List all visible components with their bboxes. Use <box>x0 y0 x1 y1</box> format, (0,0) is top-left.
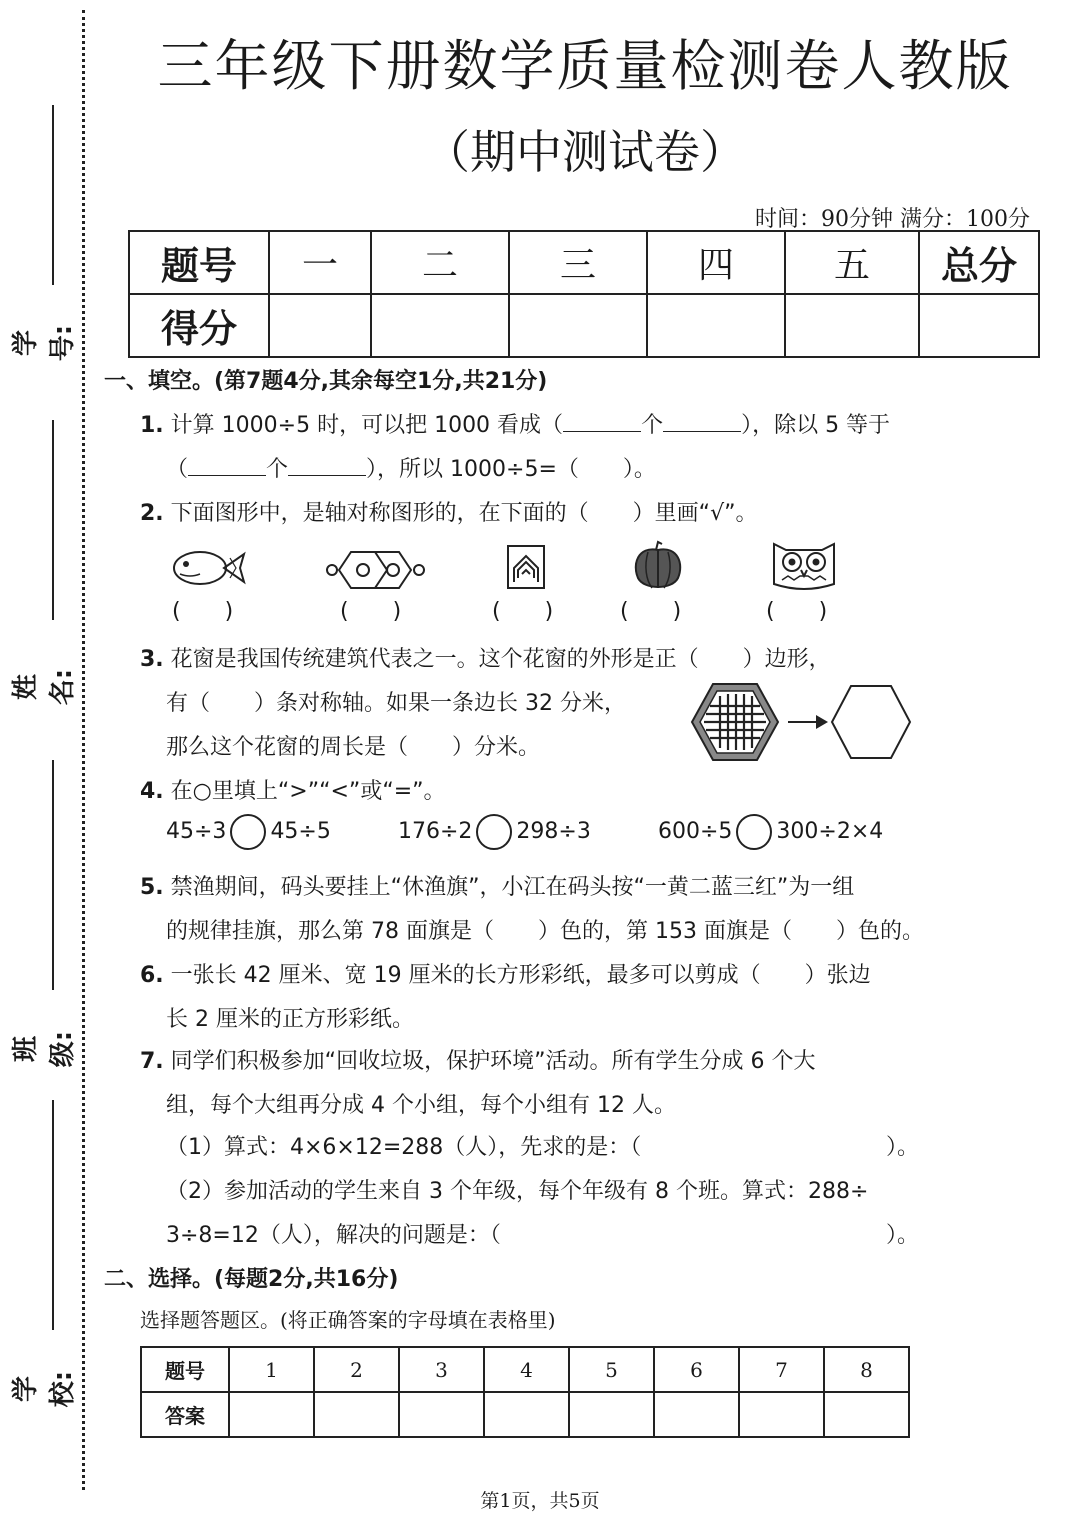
question-number-cell: 7 <box>739 1347 824 1392</box>
q3-line2: 有（ ）条对称轴。如果一条边长 32 分米， <box>166 691 626 716</box>
name-label: 姓名: <box>11 668 78 706</box>
q2-answer-paren-2[interactable]: ( ) <box>340 599 402 624</box>
section2-instruction: 选择题答题区。(将正确答案的字母填在表格里) <box>140 1308 556 1332</box>
answer-input-cell[interactable] <box>654 1392 739 1437</box>
answer-input-cell[interactable] <box>399 1392 484 1437</box>
class-line[interactable] <box>52 760 54 990</box>
q7-line3: （1）算式：4×6×12=288（人），先求的是：（ <box>166 1135 642 1160</box>
fish-icon <box>170 546 250 590</box>
q1-text-b: 个 <box>641 413 664 438</box>
score-header-cell: 二 <box>371 231 509 294</box>
q4-item-left: 600÷5 <box>658 819 733 844</box>
q5-number: 5. <box>140 875 164 900</box>
q4-item-right: 298÷3 <box>516 819 591 844</box>
score-header-cell: 五 <box>785 231 919 294</box>
q1-text-c: ），除以 5 等于 <box>741 413 891 438</box>
answer-input-cell[interactable] <box>484 1392 569 1437</box>
score-input-cell[interactable] <box>919 294 1039 357</box>
school-label: 学校: <box>11 1370 78 1408</box>
answer-input-cell[interactable] <box>824 1392 909 1437</box>
score-header-cell: 一 <box>269 231 371 294</box>
q1-number: 1. <box>140 413 164 438</box>
student-id-line[interactable] <box>52 105 54 285</box>
q4-item-left: 176÷2 <box>398 819 473 844</box>
score-table <box>128 230 1040 358</box>
q4-line <box>140 774 446 805</box>
q3-number: 3. <box>140 647 164 672</box>
q1-line2 <box>166 452 656 483</box>
q7-line5: 3÷8=12（人），解决的问题是：（ <box>166 1223 501 1248</box>
student-id-label: 学号: <box>11 324 78 362</box>
q7-line3-end: ）。 <box>886 1135 920 1160</box>
school-line[interactable] <box>52 1100 54 1330</box>
q1-blank-4[interactable] <box>288 455 366 476</box>
answer-table <box>140 1346 910 1438</box>
question-number-cell: 6 <box>654 1347 739 1392</box>
q2-text: 下面图形中，是轴对称图形的，在下面的（ ）里画“√”。 <box>170 501 758 526</box>
answer-input-cell[interactable] <box>569 1392 654 1437</box>
q4-item-3 <box>658 814 883 850</box>
hexagon-outline-icon <box>830 684 912 760</box>
score-header-cell: 总分 <box>919 231 1039 294</box>
score-header-cell: 三 <box>509 231 647 294</box>
q2-answer-paren-3[interactable]: ( ) <box>492 599 554 624</box>
q4-number: 4. <box>140 779 164 804</box>
question-number-cell: 5 <box>569 1347 654 1392</box>
arrow-right-icon <box>786 712 830 732</box>
q7-number: 7. <box>140 1049 164 1074</box>
q3-line1 <box>140 642 831 673</box>
q5-line1 <box>140 870 854 901</box>
score-header-cell: 题号 <box>129 231 269 294</box>
q1-text-d: （ <box>166 457 189 482</box>
q7-line2: 组，每个大组再分成 4 个小组，每个小组有 12 人。 <box>166 1093 676 1118</box>
q6-text-1: 一张长 42 厘米、宽 19 厘米的长方形彩纸，最多可以剪成（ ）张边 <box>170 963 871 988</box>
q1-line1 <box>140 408 890 439</box>
q4-item-right: 300÷2×4 <box>776 819 884 844</box>
q7-line4: （2）参加活动的学生来自 3 个年级，每个年级有 8 个班。算式：288÷ <box>166 1179 869 1204</box>
q4-item-left: 45÷3 <box>166 819 227 844</box>
page-footer: 第1页，共5页 <box>480 1490 600 1512</box>
owl-icon <box>766 536 842 594</box>
exam-meta: 时间：90分钟 满分：100分 <box>755 207 1030 232</box>
q2-answer-paren-1[interactable]: ( ) <box>172 599 234 624</box>
q7-line1 <box>140 1044 815 1075</box>
q1-text-e: 个 <box>266 457 289 482</box>
compare-circle[interactable] <box>230 814 266 850</box>
q7-line5-end: ）。 <box>886 1223 920 1248</box>
q4-item-right: 45÷5 <box>270 819 331 844</box>
score-header-cell: 四 <box>647 231 785 294</box>
q7-text-1: 同学们积极参加“回收垃圾，保护环境”活动。所有学生分成 6 个大 <box>170 1049 816 1074</box>
q4-item-2 <box>398 814 591 850</box>
q3-text-1: 花窗是我国传统建筑代表之一。这个花窗的外形是正（ ）边形， <box>170 647 831 672</box>
answer-header-label: 题号 <box>141 1347 229 1392</box>
q1-blank-3[interactable] <box>188 455 266 476</box>
class-label: 班级: <box>11 1030 78 1068</box>
q1-blank-2[interactable] <box>663 411 741 432</box>
score-input-cell[interactable] <box>269 294 371 357</box>
answer-input-cell[interactable] <box>739 1392 824 1437</box>
score-input-cell[interactable] <box>371 294 509 357</box>
q6-number: 6. <box>140 963 164 988</box>
lattice-window-icon <box>690 682 780 762</box>
q1-text-f: ），所以 1000÷5=（ ）。 <box>366 457 656 482</box>
q6-line1 <box>140 958 871 989</box>
q5-text-1: 禁渔期间，码头要挂上“休渔旗”，小江在码头按“一黄二蓝三红”为一组 <box>170 875 855 900</box>
q2-answer-paren-5[interactable]: ( ) <box>766 599 828 624</box>
compare-circle[interactable] <box>736 814 772 850</box>
score-input-cell[interactable] <box>647 294 785 357</box>
score-input-cell[interactable] <box>785 294 919 357</box>
q6-line2: 长 2 厘米的正方形彩纸。 <box>166 1007 414 1032</box>
q5-line2: 的规律挂旗，那么第 78 面旗是（ ）色的，第 153 面旗是（ ）色的。 <box>166 919 924 944</box>
page-subtitle: （期中测试卷） <box>424 125 746 179</box>
q2-line <box>140 496 758 527</box>
compare-circle[interactable] <box>476 814 512 850</box>
section2-heading: 二、选择。(每题2分,共16分) <box>104 1267 399 1292</box>
name-line[interactable] <box>52 420 54 620</box>
q2-number: 2. <box>140 501 164 526</box>
section1-heading: 一、填空。(第7题4分,其余每空1分,共21分) <box>104 369 548 394</box>
q3-line3: 那么这个花窗的周长是（ ）分米。 <box>166 735 541 760</box>
q2-answer-paren-4[interactable]: ( ) <box>620 599 682 624</box>
answer-input-cell[interactable] <box>314 1392 399 1437</box>
binding-dotted-line <box>82 10 85 1490</box>
q4-text: 在○里填上“>”“<”或“=”。 <box>170 779 446 804</box>
pepper-icon <box>630 540 686 594</box>
score-row-label: 得分 <box>129 294 269 357</box>
question-number-cell: 2 <box>314 1347 399 1392</box>
q1-text-a: 计算 1000÷5 时，可以把 1000 看成（ <box>170 413 564 438</box>
page-title: 三年级下册数学质量检测卷人教版 <box>157 34 1013 98</box>
question-number-cell: 3 <box>399 1347 484 1392</box>
answer-input-cell[interactable] <box>229 1392 314 1437</box>
q1-blank-1[interactable] <box>563 411 641 432</box>
hexagon-chain-icon <box>325 546 427 594</box>
arrow-block-icon <box>504 544 548 590</box>
answer-row-label: 答案 <box>141 1392 229 1437</box>
score-input-cell[interactable] <box>509 294 647 357</box>
question-number-cell: 1 <box>229 1347 314 1392</box>
q4-item-1 <box>166 814 331 850</box>
question-number-cell: 4 <box>484 1347 569 1392</box>
question-number-cell: 8 <box>824 1347 909 1392</box>
